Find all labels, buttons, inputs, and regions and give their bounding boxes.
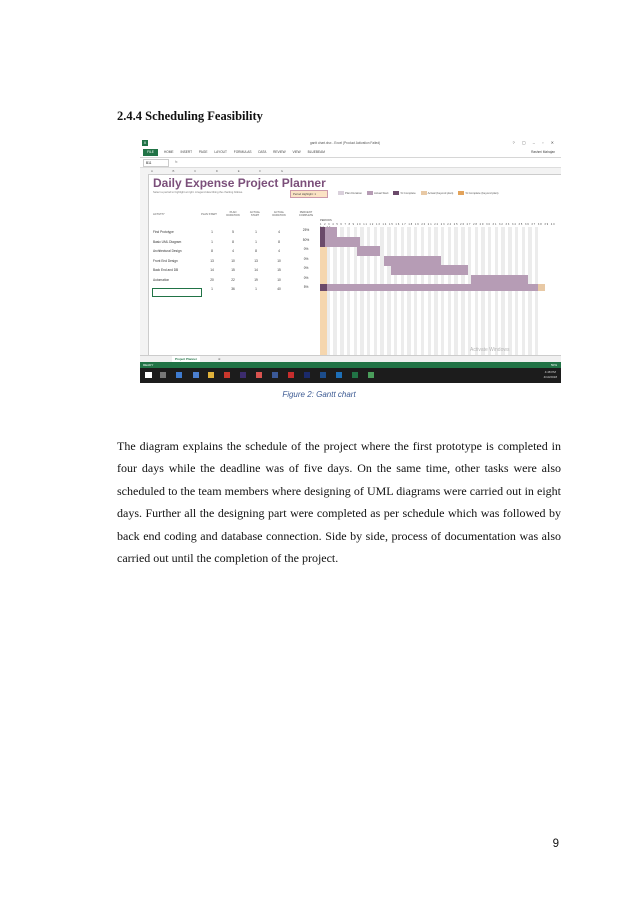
name-box: B11 — [143, 159, 169, 167]
period-highlight — [290, 190, 328, 198]
gantt-grid-column — [454, 227, 457, 355]
activity-plan-start: 20 — [210, 277, 214, 282]
activity-actual-start: 1 — [255, 230, 257, 234]
window-title: gantt chart.xlsx - Excel (Product Activation Failed) — [310, 141, 381, 145]
gantt-bar — [320, 284, 542, 291]
gantt-grid-column — [461, 227, 464, 355]
gantt-bar — [320, 237, 360, 247]
legend-swatch — [458, 191, 464, 195]
gantt-bar — [391, 265, 468, 275]
activity-actual-start: 19 — [254, 277, 258, 282]
gantt-grid-column — [441, 227, 444, 355]
activity-plan-duration: 15 — [231, 268, 235, 272]
sheet-tab-project-planner[interactable]: Project Planner — [172, 356, 200, 363]
gantt-grid-column — [515, 227, 518, 355]
excel-screenshot — [140, 139, 561, 383]
clock-time: 4:48 PM — [544, 370, 556, 374]
planner-title: Daily Expense Project Planner — [153, 176, 326, 190]
windows-start-icon[interactable] — [145, 372, 152, 378]
planner-subtitle: Select a period to highlight at right. A legend describing the charting follows. — [153, 191, 243, 194]
excel-icon: X — [143, 140, 147, 145]
activity-percent: 0% — [303, 266, 309, 270]
activity-name: Find Prototype — [153, 230, 174, 234]
gantt-grid-column — [501, 227, 504, 355]
windows-taskbar — [140, 368, 561, 383]
gantt-grid-column — [394, 227, 397, 355]
column-header — [140, 168, 561, 175]
header-periods: PERIODS — [320, 219, 332, 222]
activity-percent: 0% — [303, 256, 309, 261]
app-icon-2[interactable] — [288, 372, 294, 378]
task-view-icon[interactable] — [160, 372, 166, 378]
gantt-legend — [333, 191, 498, 195]
gantt-grid-column — [380, 227, 383, 355]
activity-plan-duration: 8 — [232, 239, 234, 244]
activity-plan-duration: 5 — [232, 230, 234, 234]
premiere-icon[interactable] — [240, 372, 246, 378]
gantt-grid-column — [488, 227, 491, 355]
activity-plan-start: 1 — [211, 230, 213, 234]
activity-actual-duration: 10 — [277, 258, 281, 263]
section-heading: 2.4.4 Scheduling Feasibility — [117, 109, 263, 123]
gantt-grid-column — [535, 227, 538, 355]
acrobat-icon[interactable] — [224, 372, 230, 378]
gantt-grid-column — [448, 227, 451, 355]
gantt-grid-column — [401, 227, 404, 355]
column-letters: A B C D E F G — [151, 169, 284, 173]
gantt-bar-complete — [320, 227, 325, 237]
header-percent-complete: PERCENT COMPLETE — [298, 211, 314, 217]
zoom-level: 50% — [550, 363, 557, 367]
legend-swatch — [421, 191, 427, 195]
header-actual-start: ACTUAL START — [249, 211, 261, 217]
activity-plan-start: 1 — [211, 287, 213, 291]
sheet-tab-bar — [140, 355, 561, 362]
user-name: Rashmi Mahajan — [531, 150, 555, 154]
store-icon[interactable] — [176, 372, 182, 378]
header-plan-duration: PLAN DURATION — [226, 211, 240, 217]
gantt-grid-column — [387, 227, 390, 355]
figure-caption: Figure 2: Gantt chart — [282, 390, 356, 399]
excel-taskbar-icon[interactable] — [352, 372, 358, 378]
activity-plan-start: 14 — [210, 268, 214, 272]
gantt-bar-complete — [320, 237, 325, 247]
page-number: 9 — [552, 838, 559, 850]
photoshop-icon[interactable] — [304, 372, 310, 378]
legend-swatch — [367, 191, 373, 195]
file-tab: FILE — [143, 149, 158, 156]
activity-actual-duration: 8 — [278, 239, 280, 244]
gantt-grid-column — [407, 227, 410, 355]
clock-date: 4/10/2018 — [543, 375, 557, 379]
app-icon-3[interactable] — [336, 372, 342, 378]
gantt-bar — [471, 275, 528, 285]
gantt-grid-column — [434, 227, 437, 355]
period-numbers: 1 2 3 4 5 6 7 8 9 10 11 12 13 14 15 16 17 18 19 20 21 22 23 24 25 26 27 28 29 30 31 32 33 34 35 36 37 38 39 40 — [320, 223, 556, 226]
gantt-grid-column — [414, 227, 417, 355]
body-paragraph: The diagram explains the schedule of the project where the first prototype is completed in four days while the deadline was of five days. On the same time, other tasks were also scheduled to the team members where designing of UML diagrams were carried out in eight days. Further all the designing part were completed as per schedule which was followed by back end coding and database connection. Side by side, process of documentation was also carried out until the completion of the project. — [117, 439, 561, 566]
activity-actual-duration: 4 — [278, 230, 280, 234]
gantt-bar — [357, 246, 381, 256]
activity-actual-start: 1 — [255, 287, 257, 291]
ribbon — [140, 148, 561, 158]
gantt-grid-column — [428, 227, 431, 355]
activity-plan-duration: 10 — [231, 258, 235, 263]
system-clock — [544, 370, 557, 380]
activity-actual-duration: 15 — [277, 268, 281, 272]
legend-label: % Complete (beyond plan) — [465, 191, 499, 195]
excel-title-bar — [140, 139, 561, 148]
activity-percent: 5% — [303, 285, 309, 289]
gantt-grid-column — [481, 227, 484, 355]
activity-name: Architectural Design — [153, 249, 182, 253]
activity-percent: 0% — [303, 275, 309, 280]
activity-actual-duration: 40 — [277, 287, 281, 291]
gantt-grid-column — [528, 227, 531, 355]
formula-bar — [140, 158, 561, 168]
activity-actual-start: 14 — [254, 268, 258, 272]
activity-name: Front End Design — [153, 258, 178, 263]
gantt-grid-column — [522, 227, 525, 355]
legend-label: Actual Start — [373, 191, 389, 195]
gantt-bar-beyond-plan — [538, 284, 545, 291]
fx-icon: fx — [175, 160, 178, 164]
header-actual-duration: ACTUAL DURATION — [272, 211, 286, 217]
gantt-grid-column — [421, 227, 424, 355]
period-highlight-value: 1 — [314, 192, 316, 196]
app-icon-4[interactable] — [368, 372, 374, 378]
activity-plan-duration: 36 — [231, 287, 235, 291]
app-icon[interactable] — [272, 372, 278, 378]
gantt-grid-column — [475, 227, 478, 355]
activity-plan-start: 1 — [211, 239, 213, 244]
folder-icon[interactable] — [208, 372, 214, 378]
gantt-bar-complete — [320, 284, 327, 291]
activity-actual-duration: 10 — [277, 277, 281, 282]
activity-actual-start: 8 — [255, 249, 257, 253]
gantt-bar — [384, 256, 441, 266]
legend-swatch — [393, 191, 399, 195]
status-ready: READY — [143, 363, 154, 367]
selected-cell[interactable] — [152, 288, 202, 297]
header-plan-start: PLAN START — [201, 213, 217, 216]
chrome-icon[interactable] — [256, 372, 262, 378]
legend-label: Actual (beyond plan) — [427, 191, 454, 195]
activity-percent: 0% — [303, 247, 309, 251]
legend-label: % Complete — [400, 191, 416, 195]
add-sheet-icon[interactable]: ⊕ — [218, 357, 221, 361]
activity-plan-start: 8 — [211, 249, 213, 253]
activity-actual-start: 13 — [254, 258, 258, 263]
word-icon[interactable] — [320, 372, 326, 378]
activity-name: Basic UML Diagram — [153, 239, 182, 244]
gantt-grid-column — [495, 227, 498, 355]
activity-plan-duration: 22 — [231, 277, 235, 282]
legend-label: Plan Duration — [345, 191, 362, 195]
header-activity: ACTIVITY — [153, 213, 165, 216]
activate-windows-watermark: Activate Windows — [470, 347, 510, 353]
activity-name: Back End and DB — [153, 268, 179, 272]
activity-actual-start: 1 — [255, 239, 257, 244]
activity-name: Automation — [153, 277, 170, 282]
window-controls: ? ▢ – ▫ ✕ — [512, 140, 557, 145]
activity-plan-duration: 4 — [232, 249, 234, 253]
period-highlight-label: Period Highlight: — [293, 192, 314, 196]
activity-actual-duration: 4 — [278, 249, 280, 253]
gantt-grid-column — [468, 227, 471, 355]
activity-percent: 25% — [302, 228, 310, 232]
activity-percent: 50% — [302, 237, 310, 242]
ribbon-tabs: HOME INSERT PAGE LAYOUT FORMULAS DATA REVIEW VIEW BLUEBEAM — [164, 150, 325, 154]
ie-icon[interactable] — [193, 372, 199, 378]
activity-plan-start: 13 — [210, 258, 214, 263]
legend-swatch — [338, 191, 344, 195]
gantt-grid-column — [508, 227, 511, 355]
row-header — [140, 174, 149, 355]
